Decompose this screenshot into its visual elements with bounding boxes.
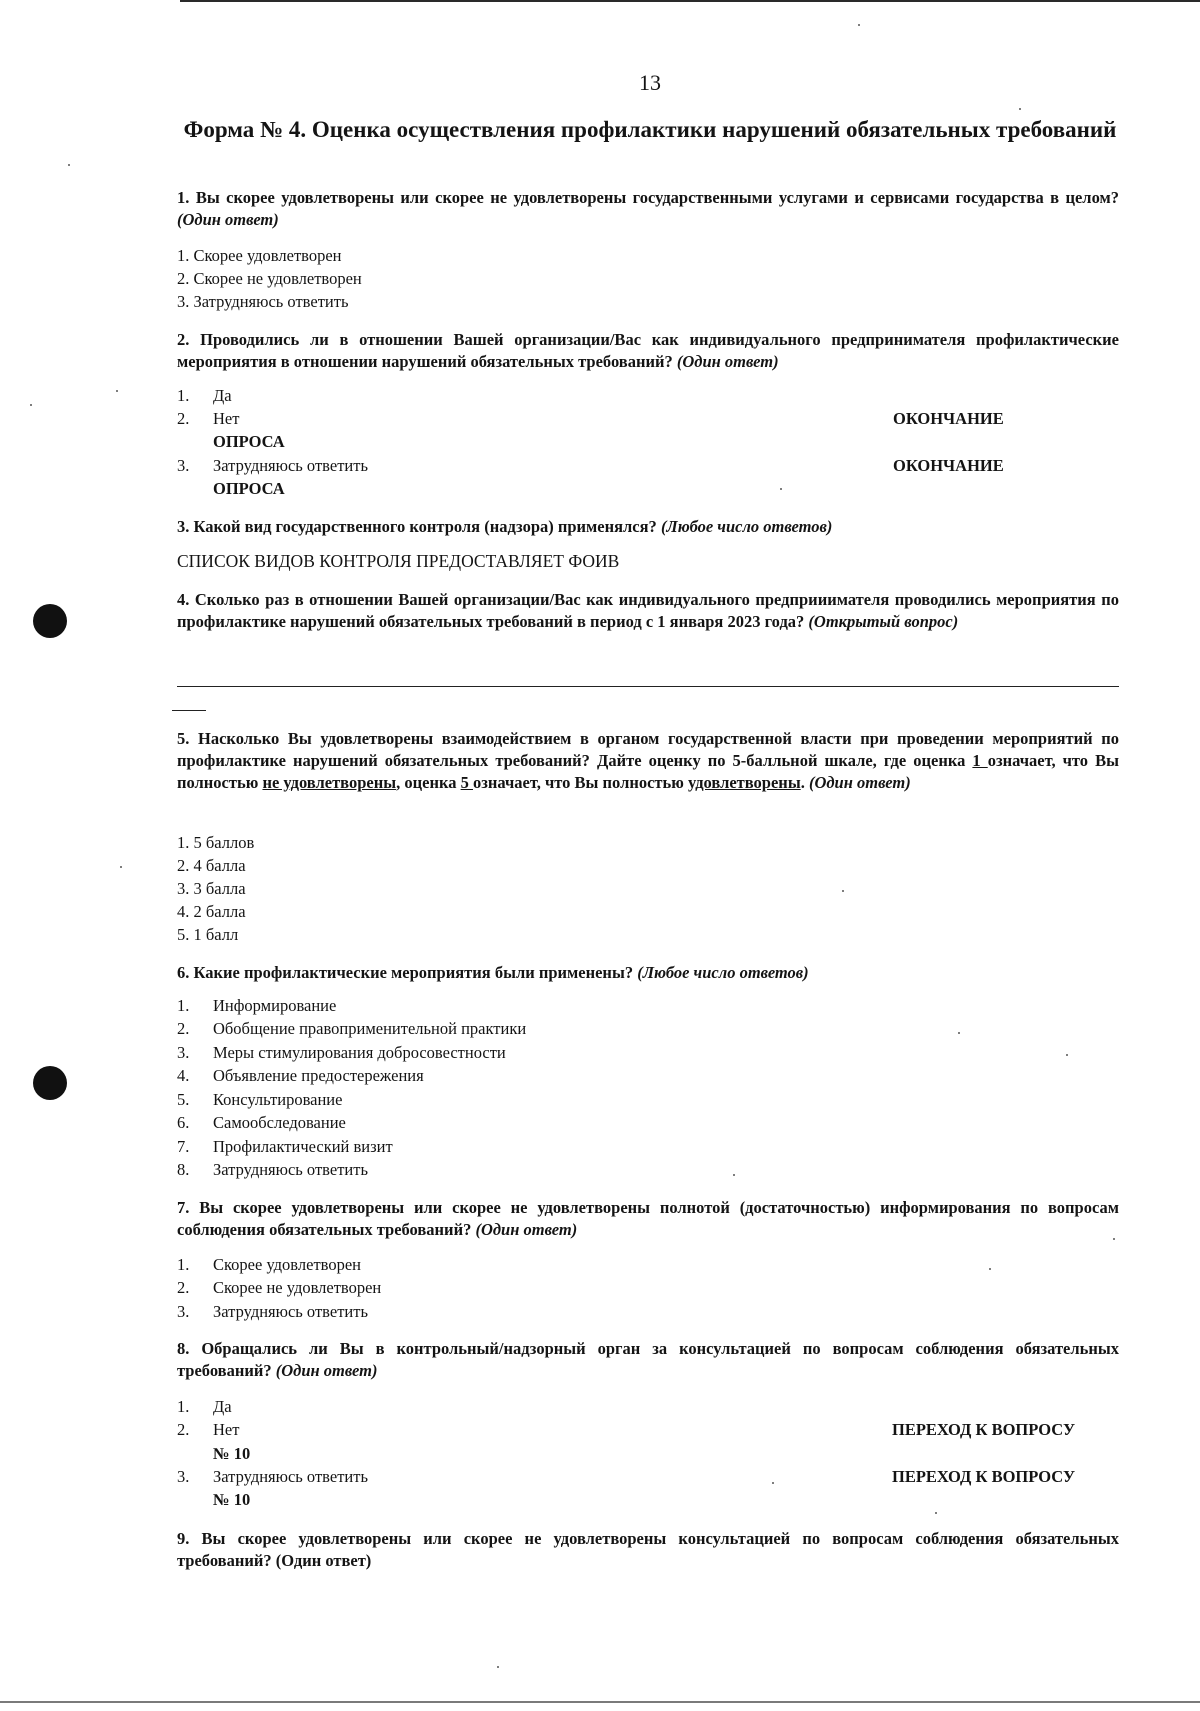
question-2-text: 2. Проводились ли в отношении Вашей организации/Вас как индивидуального предпринимателя профилактические мероприятия в отношении нарушений обязательных требований? — [177, 330, 1119, 371]
question-7-hint: (Один ответ) — [475, 1220, 578, 1239]
scan-speck — [1019, 108, 1021, 110]
score-high: 5 — [460, 773, 473, 792]
question-6-hint: (Любое число ответов) — [637, 963, 809, 982]
option-number: 2. — [177, 1420, 190, 1439]
question-5-text: , оценка — [396, 773, 461, 792]
option-label: Затрудняюсь ответить — [213, 1467, 368, 1486]
option-label: Нет — [213, 409, 240, 428]
question-4-text: 4. Сколько раз в отношении Вашей организации/Вас как индивидуального предприиимателя проводились мероприятия по профилактике нарушений обязательных требований в период с 1 января 2023 года? — [177, 590, 1119, 631]
satisfied-term: удовлетворены — [687, 773, 801, 792]
punch-hole-lower — [33, 1066, 67, 1100]
q5-option[interactable]: 1. 5 баллов — [177, 833, 255, 852]
option-number: 2. — [177, 409, 190, 428]
option-label: Консультирование — [213, 1090, 343, 1109]
q5-option[interactable]: 4. 2 балла — [177, 902, 246, 921]
question-5-hint: (Один ответ) — [808, 773, 911, 792]
scan-speck — [497, 1666, 499, 1668]
option-number: 6. — [177, 1113, 190, 1132]
option-number: 1. — [177, 386, 190, 405]
question-3 — [177, 516, 1119, 538]
scan-speck — [1066, 1054, 1068, 1056]
question-9: 9. Вы скорее удовлетворены или скорее не удовлетворены консультацией по вопросам соблюдения обязательных требований? (Один ответ) — [177, 1529, 1119, 1570]
page-number: 13 — [639, 70, 661, 95]
option-number: 1. — [177, 1397, 190, 1416]
skip-to-question-note-cont: № 10 — [213, 1444, 251, 1463]
option-number: 1. — [177, 1255, 190, 1274]
question-7 — [177, 1197, 1119, 1241]
scan-bottom-edge — [0, 1701, 1200, 1703]
question-2 — [177, 329, 1119, 373]
option-label: Обобщение правоприменительной практики — [213, 1019, 527, 1038]
option-number: 7. — [177, 1137, 190, 1156]
option-number: 3. — [177, 1043, 190, 1062]
skip-to-question-note: ПЕРЕХОД К ВОПРОСУ — [892, 1420, 1076, 1439]
scan-speck — [935, 1512, 937, 1514]
option-label: Информирование — [213, 996, 337, 1015]
option-number: 4. — [177, 1066, 190, 1085]
option-label: Затрудняюсь ответить — [213, 1302, 368, 1321]
question-8 — [177, 1338, 1119, 1382]
option-number: 5. — [177, 1090, 190, 1109]
not-satisfied-term: не удовлетворены — [262, 773, 397, 792]
form-title: Форма № 4. Оценка осуществления профилактики нарушений обязательных требований — [183, 117, 1117, 142]
option-number: 3. — [177, 1467, 190, 1486]
scan-top-edge — [180, 0, 1200, 2]
punch-hole-upper — [33, 604, 67, 638]
question-5 — [177, 728, 1119, 794]
scan-speck — [958, 1032, 960, 1034]
option-label: Нет — [213, 1420, 240, 1439]
question-3-text: 3. Какой вид государственного контроля (надзора) применялся? — [177, 517, 657, 536]
question-1 — [177, 187, 1119, 231]
short-dash — [172, 710, 206, 711]
scan-speck — [116, 390, 118, 392]
question-5-text: означает, что Вы полностью — [472, 773, 688, 792]
question-8-text: 8. Обращались ли Вы в контрольный/надзорный орган за консультацией по вопросам соблюдения обязательных требований? — [177, 1339, 1119, 1380]
scan-speck — [772, 1482, 774, 1484]
question-1-hint: (Один ответ) — [177, 210, 279, 229]
scan-speck — [842, 890, 844, 892]
q1-option[interactable]: 1. Скорее удовлетворен — [177, 246, 342, 265]
scan-speck — [30, 404, 32, 406]
question-6-text: 6. Какие профилактические мероприятия были применены? — [177, 963, 634, 982]
end-of-survey-note-cont: ОПРОСА — [213, 432, 285, 451]
question-5-text: 5. Насколько Вы удовлетворены взаимодействием в органом государственной власти при проведении мероприятий по профилактике нарушений обязательных требований? Дайте оценку по 5-балльной шкале, где оценка — [177, 729, 1119, 770]
option-label: Затрудняюсь ответить — [213, 456, 368, 475]
option-label: Да — [213, 1397, 232, 1416]
option-label: Меры стимулирования добросовестности — [213, 1043, 506, 1062]
option-number: 2. — [177, 1278, 190, 1297]
option-label: Скорее не удовлетворен — [213, 1278, 382, 1297]
question-7-text: 7. Вы скорее удовлетворены или скорее не удовлетворены полнотой (достаточностью) информирования по вопросам соблюдения обязательных требований? — [177, 1198, 1119, 1239]
question-6 — [177, 962, 1119, 984]
question-8-hint: (Один ответ) — [275, 1361, 378, 1380]
question-5-text: . — [800, 773, 809, 792]
answer-line[interactable] — [177, 686, 1119, 687]
end-of-survey-note: ОКОНЧАНИЕ — [893, 456, 1004, 475]
control-types-note: СПИСОК ВИДОВ КОНТРОЛЯ ПРЕДОСТАВЛЯЕТ ФОИВ — [177, 551, 620, 571]
option-number: 2. — [177, 1019, 190, 1038]
question-3-hint: (Любое число ответов) — [660, 517, 833, 536]
option-label: Самообследование — [213, 1113, 346, 1132]
question-2-hint: (Один ответ) — [676, 352, 779, 371]
option-label: Профилактический визит — [213, 1137, 393, 1156]
scan-speck — [989, 1268, 991, 1270]
scan-speck — [120, 866, 122, 868]
option-label: Скорее удовлетворен — [213, 1255, 361, 1274]
question-4-hint: (Открытый вопрос) — [808, 612, 959, 631]
skip-to-question-note-cont: № 10 — [213, 1490, 251, 1509]
score-low: 1 — [972, 751, 988, 770]
q5-option[interactable]: 5. 1 балл — [177, 925, 239, 944]
option-number: 3. — [177, 1302, 190, 1321]
option-number: 3. — [177, 456, 190, 475]
question-4 — [177, 589, 1119, 633]
option-number: 8. — [177, 1160, 190, 1179]
scan-speck — [733, 1174, 735, 1176]
q1-option[interactable]: 2. Скорее не удовлетворен — [177, 269, 362, 288]
scan-speck — [858, 24, 860, 26]
skip-to-question-note: ПЕРЕХОД К ВОПРОСУ — [892, 1467, 1076, 1486]
q5-option[interactable]: 2. 4 балла — [177, 856, 246, 875]
scan-speck — [780, 488, 782, 490]
end-of-survey-note-cont: ОПРОСА — [213, 479, 285, 498]
option-label: Затрудняюсь ответить — [213, 1160, 368, 1179]
option-label: Объявление предостережения — [213, 1066, 424, 1085]
scan-speck — [68, 164, 70, 166]
q1-option[interactable]: 3. Затрудняюсь ответить — [177, 292, 349, 311]
end-of-survey-note: ОКОНЧАНИЕ — [893, 409, 1004, 428]
question-1-text: 1. Вы скорее удовлетворены или скорее не удовлетворены государственными услугами и сервисами государства в целом? — [177, 188, 1119, 207]
option-number: 1. — [177, 996, 190, 1015]
option-label: Да — [213, 386, 232, 405]
q5-option[interactable]: 3. 3 балла — [177, 879, 246, 898]
question-5-text: означает, что Вы полностью — [177, 751, 1120, 792]
